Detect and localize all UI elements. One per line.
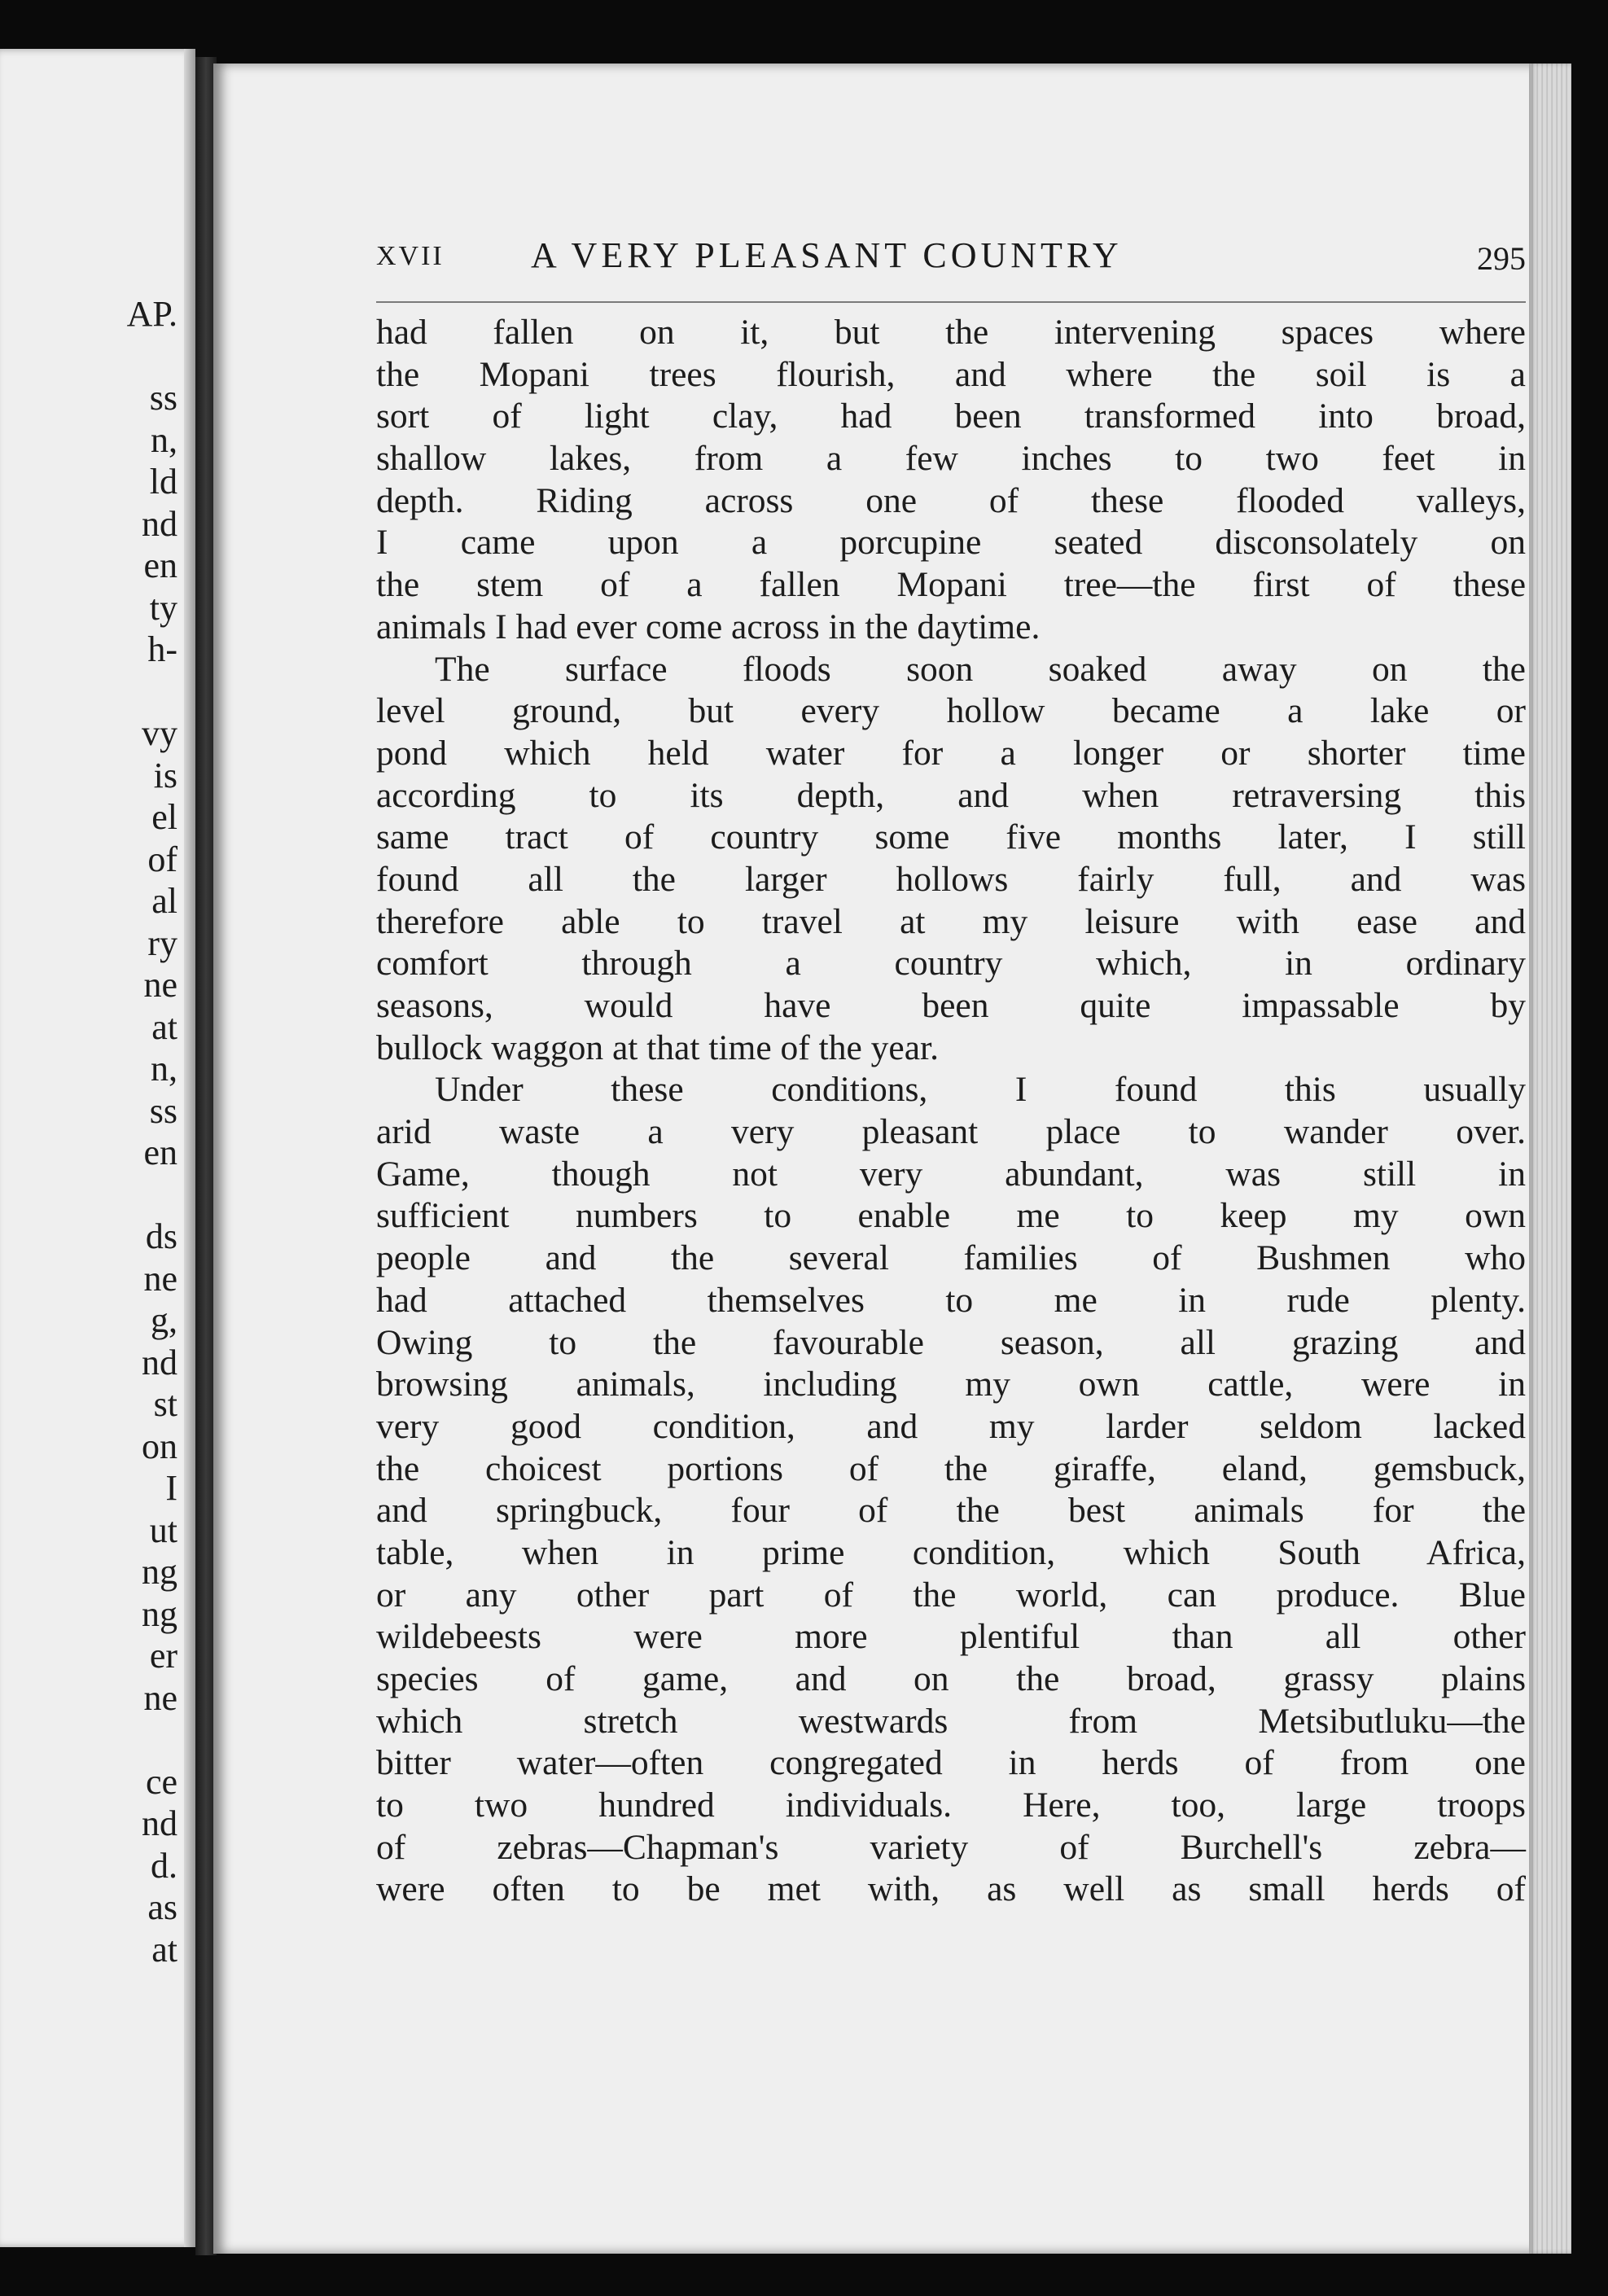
left-page-fragment: is	[153, 755, 177, 795]
text-line: arid waste a very pleasant place to wander over.	[376, 1112, 1526, 1152]
page-edges	[1529, 64, 1571, 2254]
left-page-fragment: ng	[142, 1552, 177, 1592]
left-page-fragment: I	[165, 1468, 177, 1508]
left-page-fragment: ty	[149, 587, 177, 628]
left-page-fragment	[127, 671, 177, 713]
running-title: A VERY PLEASANT COUNTRY	[531, 235, 1123, 275]
text-line: shallow lakes, from a few inches to two feet in	[376, 439, 1526, 479]
text-line: I came upon a porcupine seated disconsolately on	[376, 523, 1526, 563]
left-page-fragment: on	[142, 1426, 177, 1466]
left-page-fragment: as	[147, 1887, 177, 1927]
left-page-fragment: en	[143, 1133, 177, 1172]
left-page-fragment: nd	[142, 503, 177, 544]
text-line: Under these conditions, I found this usually	[435, 1070, 1526, 1110]
text-line: comfort through a country which, in ordinary	[376, 944, 1526, 984]
running-head	[376, 234, 1526, 291]
left-page-fragment: g,	[151, 1300, 177, 1340]
text-line: bitter water—often congregated in herds of from one	[376, 1743, 1526, 1783]
text-line: bullock waggon at that time of the year.	[376, 1028, 939, 1067]
left-page-fragment: nd	[142, 1342, 177, 1382]
left-page-fragment: d.	[151, 1845, 177, 1886]
left-page-fragment: ss	[149, 1090, 177, 1131]
text-line: Game, though not very abundant, was still in	[376, 1154, 1526, 1194]
text-line: according to its depth, and when retraversing this	[376, 775, 1526, 815]
left-page-fragment: en	[143, 546, 177, 585]
text-line: level ground, but every hollow became a lake or	[376, 691, 1526, 731]
text-line: same tract of country some five months later, I still	[376, 817, 1526, 857]
text-line: very good condition, and my larder seldom lacked	[376, 1406, 1526, 1446]
left-page-fragment	[127, 1719, 177, 1761]
left-page-fragment: er	[149, 1636, 177, 1676]
text-line: and springbuck, four of the best animals for the	[376, 1491, 1526, 1531]
left-page-fragment: ce	[145, 1761, 177, 1802]
right-page	[213, 64, 1571, 2254]
left-page-fragment: ng	[142, 1593, 177, 1634]
text-line: people and the several families of Bushmen who	[376, 1238, 1526, 1278]
left-page-fragment: nd	[142, 1803, 177, 1843]
text-line: therefore able to travel at my leisure with ease and	[376, 901, 1526, 941]
text-line: sort of light clay, had been transformed into broad,	[376, 397, 1526, 436]
page-number: 295	[1477, 240, 1526, 277]
left-page-fragment	[127, 335, 177, 378]
text-line: to two hundred individuals. Here, too, large troops	[376, 1786, 1526, 1825]
text-line: species of game, and on the broad, grassy plains	[376, 1659, 1526, 1698]
text-line: or any other part of the world, can produce. Blue	[376, 1575, 1526, 1615]
body-text	[376, 312, 1526, 1911]
left-page-fragment: ry	[147, 922, 177, 963]
left-page-fragment: ne	[143, 1258, 177, 1299]
text-line: table, when in prime condition, which South Africa,	[376, 1532, 1526, 1572]
left-page-fragment: ss	[149, 378, 177, 418]
left-page-fragment: of	[147, 839, 177, 879]
text-line: found all the larger hollows fairly full, and was	[376, 859, 1526, 899]
text-line: animals I had ever come across in the daytime.	[376, 607, 1041, 646]
left-page-fragment: el	[151, 797, 177, 837]
text-line: had attached themselves to me in rude plenty.	[376, 1280, 1526, 1320]
text-line: had fallen on it, but the intervening spaces where	[376, 313, 1526, 352]
text-line: browsing animals, including my own cattle, were in	[376, 1365, 1526, 1404]
text-line: which stretch westwards from Metsibutluku—the	[376, 1701, 1526, 1741]
left-page-text-fragments	[127, 293, 177, 1970]
left-page-fragment: ut	[149, 1509, 177, 1550]
chapter-number: XVII	[376, 241, 445, 271]
left-page-fragment: n,	[151, 1049, 177, 1089]
text-line: The surface floods soon soaked away on the	[435, 649, 1526, 689]
text-line: depth. Riding across one of these flooded valleys,	[376, 480, 1526, 520]
left-page	[0, 49, 195, 2247]
left-page-fragment: AP.	[126, 294, 177, 334]
left-page-fragment	[127, 1174, 177, 1216]
text-line: of zebras—Chapman's variety of Burchell's zebra—	[376, 1827, 1526, 1867]
text-line: were often to be met with, as well as small herds of	[376, 1869, 1526, 1909]
text-line: wildebeests were more plentiful than all other	[376, 1617, 1526, 1657]
text-line: the Mopani trees flourish, and where the soil is a	[376, 354, 1526, 394]
text-line: the choicest portions of the giraffe, eland, gemsbuck,	[376, 1448, 1526, 1488]
header-rule	[376, 301, 1526, 303]
text-line: the stem of a fallen Mopani tree—the first of these	[376, 565, 1526, 605]
left-page-fragment: vy	[142, 713, 177, 753]
left-page-fragment: ld	[149, 462, 177, 502]
left-page-fragment: ne	[143, 965, 177, 1005]
left-page-fragment: h-	[147, 629, 177, 669]
left-page-fragment: at	[151, 1929, 177, 1970]
left-page-fragment: n,	[151, 419, 177, 460]
left-page-fragment: st	[153, 1384, 177, 1424]
left-page-fragment: al	[151, 881, 177, 921]
text-line: Owing to the favourable season, all grazing and	[376, 1322, 1526, 1362]
left-page-fragment: at	[151, 1006, 177, 1047]
left-page-fragment: ds	[145, 1216, 177, 1256]
left-page-fragment: ne	[143, 1677, 177, 1718]
left-page-edge	[184, 49, 195, 2247]
text-line: sufficient numbers to enable me to keep my own	[376, 1196, 1526, 1236]
text-line: pond which held water for a longer or shorter time	[376, 733, 1526, 773]
text-line: seasons, would have been quite impassable by	[376, 986, 1526, 1025]
